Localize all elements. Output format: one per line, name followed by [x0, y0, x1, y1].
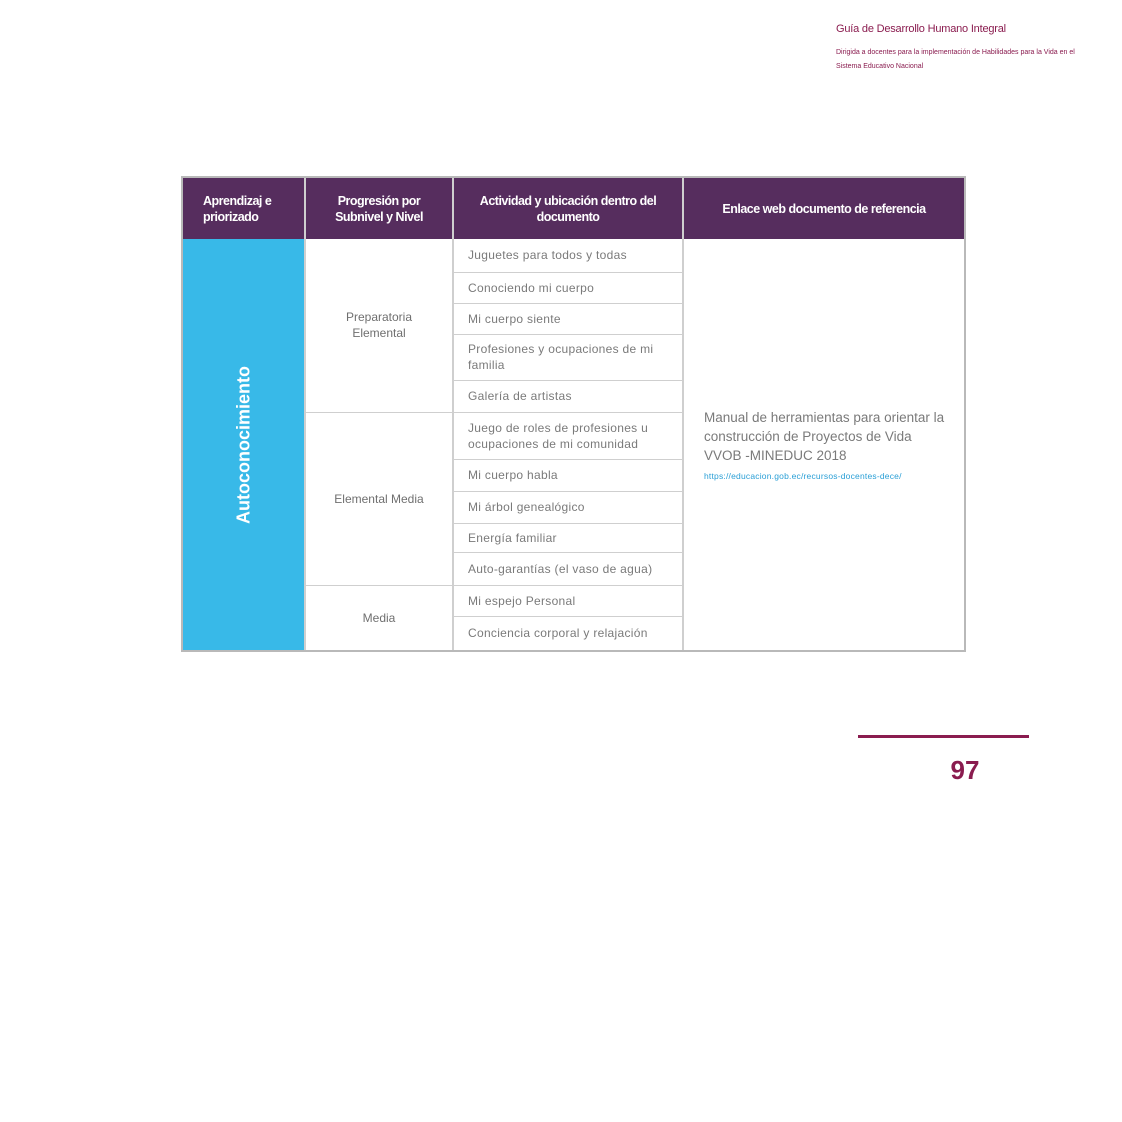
header-enlace: Enlace web documento de referencia — [683, 178, 964, 239]
reference-cell — [683, 239, 964, 650]
activity-cell: Profesiones y ocupaciones de mi familia — [453, 334, 683, 380]
document-title: Guía de Desarrollo Humano Integral — [836, 23, 1006, 35]
level-cell: Media — [305, 585, 453, 650]
footer-divider — [858, 735, 1029, 738]
activity-cell: Conciencia corporal y relajación — [453, 616, 683, 650]
activity-cell: Mi árbol genealógico — [453, 491, 683, 523]
page-number: 97 — [950, 755, 980, 785]
header-aprendizaje: Aprendizaj e priorizado — [183, 178, 305, 239]
activity-cell: Mi cuerpo siente — [453, 303, 683, 334]
activity-cell: Juego de roles de profesiones u ocupaciones de mi comunidad — [453, 412, 683, 459]
activity-cell: Mi espejo Personal — [453, 585, 683, 616]
reference-text: Manual de herramientas para orientar la construcción de Proyectos de Vida VVOB -MINEDUC 2018 — [704, 410, 945, 463]
level-cell: Preparatoria Elemental — [305, 239, 453, 412]
category-label: Autoconocimiento — [233, 365, 253, 524]
side-category-cell — [183, 239, 305, 650]
document-subtitle: Dirigida a docentes para la implementación de Habilidades para la Vida en el Sistema Educativo Nacional — [836, 49, 1075, 70]
activity-cell: Juguetes para todos y todas — [453, 239, 683, 272]
level-cell: Elemental Media — [305, 412, 453, 585]
activity-cell: Galería de artistas — [453, 380, 683, 412]
table-row — [183, 239, 964, 272]
header-progresion: Progresión por Subnivel y Nivel — [305, 178, 453, 239]
header-actividad: Actividad y ubicación dentro del documento — [453, 178, 683, 239]
activity-cell: Auto-garantías (el vaso de agua) — [453, 552, 683, 585]
table-header-row — [183, 178, 964, 239]
reference-link[interactable]: https://educacion.gob.ec/recursos-docentes-dece/ — [704, 471, 902, 481]
activities-table — [181, 176, 966, 652]
activity-cell: Conociendo mi cuerpo — [453, 272, 683, 303]
activity-cell: Mi cuerpo habla — [453, 459, 683, 491]
activity-cell: Energía familiar — [453, 523, 683, 552]
